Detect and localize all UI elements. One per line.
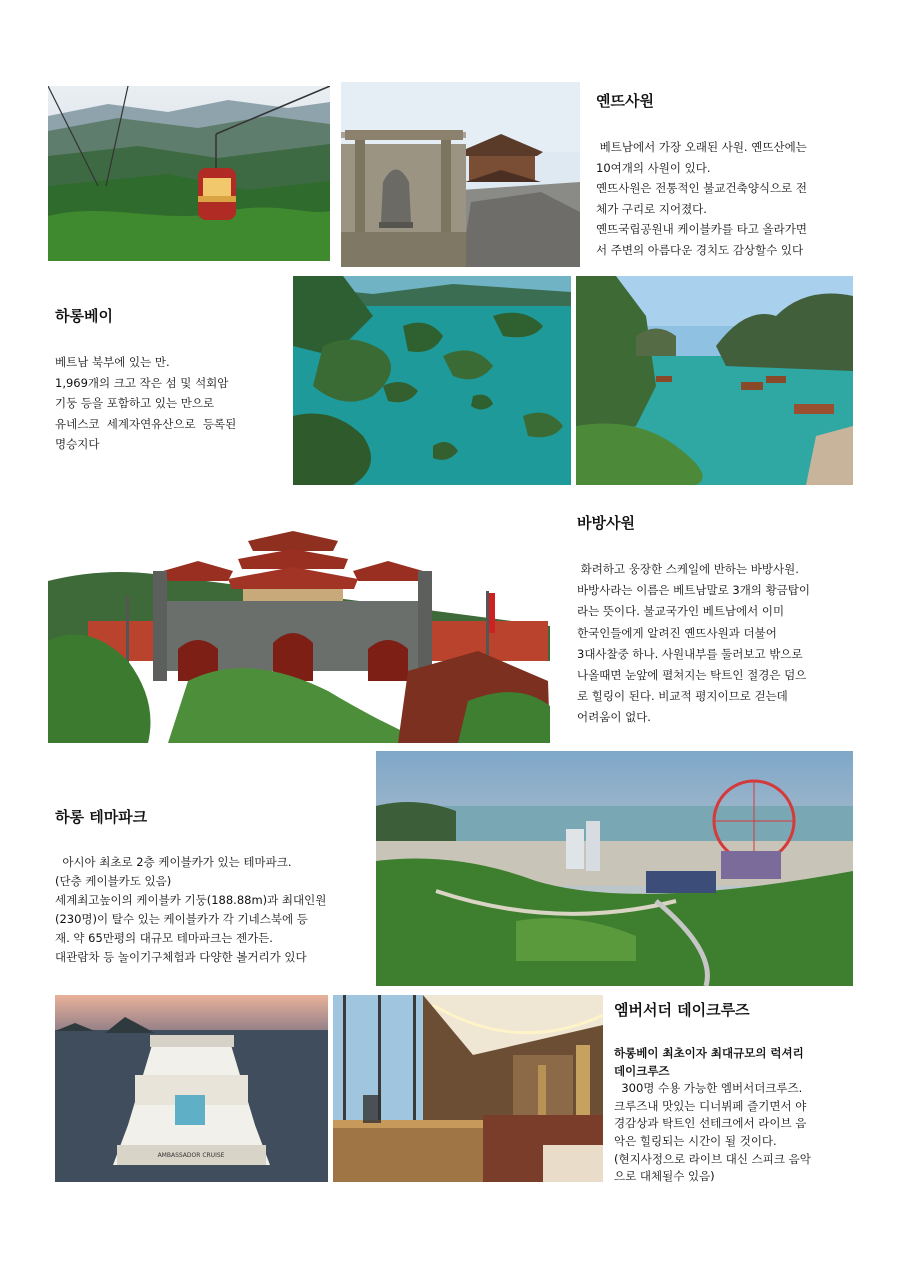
cruise-dining-photo [333, 995, 603, 1182]
text-line: (현지사정으로 라이브 대신 스피크 음악 [614, 1151, 811, 1166]
halong-title: 하롱베이 [55, 307, 113, 325]
text-line: 한국인들에게 알려진 옌뜨사원과 더불어 [577, 625, 777, 640]
halong-description [55, 352, 273, 455]
cruise-description [614, 1045, 859, 1186]
yentu-description [596, 137, 851, 260]
halong-boats-photo [576, 276, 853, 485]
themepark-aerial-photo [376, 751, 853, 986]
text-line: 옌뜨사원은 전통적인 불교건축양식으로 전 [596, 181, 807, 195]
text-line: 화려하고 웅장한 스케일에 반하는 바방사원. [577, 562, 799, 576]
text-line: 3대사찰중 하나. 사원내부를 둘러보고 밖으로 [577, 646, 803, 661]
text-line: 로 힐링이 된다. 비교적 평지이므로 걷는데 [577, 689, 788, 704]
text-line: 10여개의 사원이 있다. [596, 160, 711, 175]
text-line: 대관람차 등 놀이기구체험과 다양한 볼거리가 있다 [55, 950, 307, 964]
text-line: 나올때면 눈앞에 펼쳐지는 탁트인 절경은 덤으 [577, 668, 807, 683]
text-line: 라는 뜻이다. 불교국가인 베트남에서 이미 [577, 604, 785, 619]
yentu-temple-photo [341, 82, 580, 267]
babang-description [577, 559, 851, 729]
text-line: 경감상과 탁트인 선테크에서 라이브 음 [614, 1116, 807, 1131]
text-line: (단층 케이블카도 있음) [55, 874, 172, 888]
text-line: 바방사라는 이름은 베트남말로 3개의 황금탑이 [577, 583, 811, 598]
text-line: 기둥 등을 포함하고 있는 만으로 [55, 396, 215, 410]
themepark-title: 하롱 테마파크 [55, 808, 148, 826]
text-line: 아시아 최초로 2층 케이블카가 있는 테마파크. [55, 855, 292, 869]
text-line: 어려움이 없다. [577, 710, 651, 725]
text-line: 재. 약 65만평의 대규모 테마파크는 젠가든. [55, 931, 273, 945]
text-line: 체가 구리로 지어졌다. [596, 201, 707, 216]
text-line: 베트남에서 가장 오래된 사원. 옌뜨산에는 [596, 140, 807, 154]
text-line: 유네스코 세계자연유산으로 등록된 [55, 416, 237, 431]
text-line: 세계최고높이의 케이블카 기둥(188.88m)과 최대인원 [55, 893, 327, 907]
ship-name-label: AMBASSADOR CRUISE [157, 1152, 225, 1159]
text-line: 1,969개의 크고 작은 섬 및 석회암 [55, 375, 229, 390]
text-line: 베트남 북부에 있는 만. [55, 355, 170, 369]
babang-title: 바방사원 [577, 514, 635, 532]
text-line: 서 주변의 아름다운 경치도 감상할수 있다 [596, 242, 804, 257]
text-line: 으로 대체될수 있음) [614, 1169, 715, 1184]
cruise-ship-photo [55, 995, 328, 1182]
halong-aerial-photo [293, 276, 571, 485]
text-line: 명승지다 [55, 437, 100, 451]
text-line: 악은 힐링되는 시간이 될 것이다. [614, 1133, 777, 1148]
cruise-subtitle-line: 하롱베이 최초이자 최대규모의 럭셔리 [614, 1046, 804, 1060]
text-line: 300명 수용 가능한 엠버서더크루즈. [614, 1081, 803, 1096]
cruise-subtitle-line: 데이크루즈 [614, 1063, 670, 1078]
text-line: 옌뜨국립공원내 케이블카를 타고 올라가면 [596, 222, 807, 236]
cruise-title: 엠버서더 데이크루즈 [614, 1001, 750, 1019]
babang-temple-photo [48, 531, 550, 743]
text-line: 크루즈내 맛있는 디너뷔페 즐기면서 야 [614, 1098, 807, 1113]
cable-car-photo [48, 86, 330, 261]
text-line: (230명)이 탈수 있는 케이블카가 각 기네스북에 등 [55, 912, 308, 926]
themepark-description [55, 853, 365, 967]
yentu-title: 옌뜨사원 [596, 92, 654, 110]
